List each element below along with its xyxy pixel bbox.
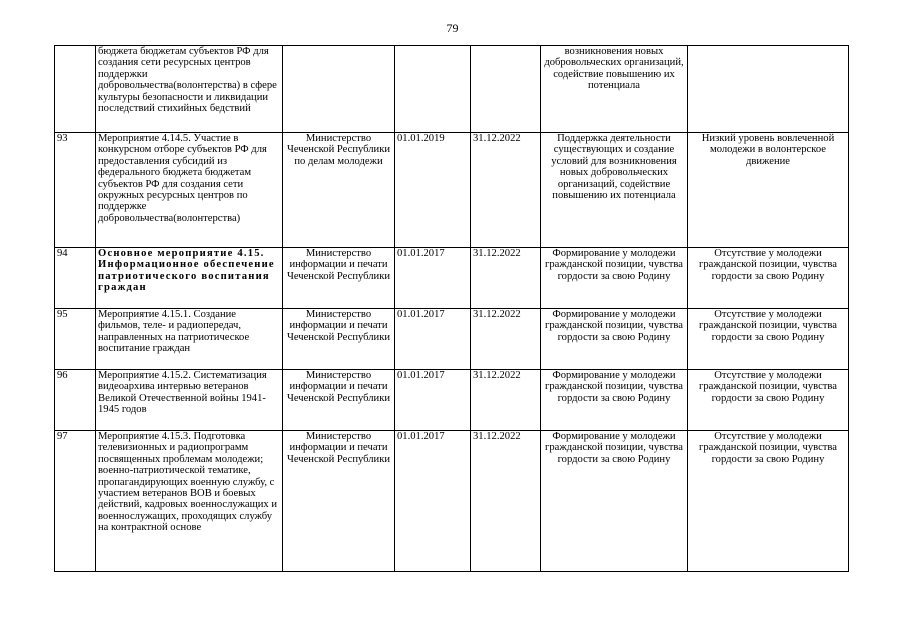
executor: Министерство Чеченской Республики по делам молодежи [283, 133, 395, 248]
end-date: 31.12.2022 [471, 248, 541, 309]
table-row [55, 133, 849, 248]
measure-name: Основное мероприятие 4.15. Информационное обеспечение патриотического воспитания граждан [96, 248, 283, 309]
row-number [55, 46, 96, 133]
end-date [471, 46, 541, 133]
start-date: 01.01.2017 [395, 248, 471, 309]
end-date: 31.12.2022 [471, 133, 541, 248]
measure-name: Мероприятие 4.15.3. Подготовка телевизионных и радиопрограмм посвященных проблемам молодежи; военно-патриотической тематике, пропагандирующих военную службу, с участием ветеранов ВОВ и боевых действий, кадровых военнослужащих и военнослужащих, проходящих службу на контрактной основе [96, 431, 283, 572]
measure-name: Мероприятие 4.15.1. Создание фильмов, теле- и радиопередач, направленных на патриотическое воспитание граждан [96, 309, 283, 370]
risk: Отсутствие у молодежи гражданской позиции, чувства гордости за свою Родину [688, 309, 849, 370]
measure-name: Мероприятие 4.14.5. Участие в конкурсном отборе субъектов РФ для предоставления субсидий из федерального бюджета бюджетам субъектов РФ для создания сети окружных ресурсных центров по поддержке добровольчества(волонтерства) [96, 133, 283, 248]
row-number: 96 [55, 370, 96, 431]
risk [688, 46, 849, 133]
expected-result: возникновения новых добровольческих организаций, содействие повышению их потенциала [541, 46, 688, 133]
executor: Министерство информации и печати Чеченской Республики [283, 248, 395, 309]
start-date [395, 46, 471, 133]
risk: Низкий уровень вовлеченной молодежи в волонтерское движение [688, 133, 849, 248]
measure-name: Мероприятие 4.15.2. Систематизация видеоархива интервью ветеранов Великой Отечественной войны 1941-1945 годов [96, 370, 283, 431]
table-row [55, 370, 849, 431]
row-number: 93 [55, 133, 96, 248]
expected-result: Поддержка деятельности существующих и создание условий для возникновения новых добровольческих организаций, содействие повышению их потенциала [541, 133, 688, 248]
table-row [55, 46, 849, 133]
expected-result: Формирование у молодежи гражданской позиции, чувства гордости за свою Родину [541, 248, 688, 309]
start-date: 01.01.2017 [395, 431, 471, 572]
executor: Министерство информации и печати Чеченской Республики [283, 370, 395, 431]
executor: Министерство информации и печати Чеченской Республики [283, 309, 395, 370]
executor: Министерство информации и печати Чеченской Республики [283, 431, 395, 572]
measures-table [54, 45, 849, 572]
row-number: 94 [55, 248, 96, 309]
risk: Отсутствие у молодежи гражданской позиции, чувства гордости за свою Родину [688, 370, 849, 431]
row-number: 97 [55, 431, 96, 572]
end-date: 31.12.2022 [471, 309, 541, 370]
expected-result: Формирование у молодежи гражданской позиции, чувства гордости за свою Родину [541, 309, 688, 370]
page-number: 79 [446, 21, 459, 35]
start-date: 01.01.2019 [395, 133, 471, 248]
table-row [55, 309, 849, 370]
expected-result: Формирование у молодежи гражданской позиции, чувства гордости за свою Родину [541, 370, 688, 431]
executor [283, 46, 395, 133]
risk: Отсутствие у молодежи гражданской позиции, чувства гордости за свою Родину [688, 431, 849, 572]
expected-result: Формирование у молодежи гражданской позиции, чувства гордости за свою Родину [541, 431, 688, 572]
risk: Отсутствие у молодежи гражданской позиции, чувства гордости за свою Родину [688, 248, 849, 309]
start-date: 01.01.2017 [395, 309, 471, 370]
end-date: 31.12.2022 [471, 370, 541, 431]
table-row [55, 248, 849, 309]
row-number: 95 [55, 309, 96, 370]
end-date: 31.12.2022 [471, 431, 541, 572]
start-date: 01.01.2017 [395, 370, 471, 431]
table-row [55, 431, 849, 572]
measure-name: бюджета бюджетам субъектов РФ для создания сети ресурсных центров поддержки добровольчества(волонтерства) в сфере культуры безопасности и ликвидации последствий стихийных бедствий [96, 46, 283, 133]
